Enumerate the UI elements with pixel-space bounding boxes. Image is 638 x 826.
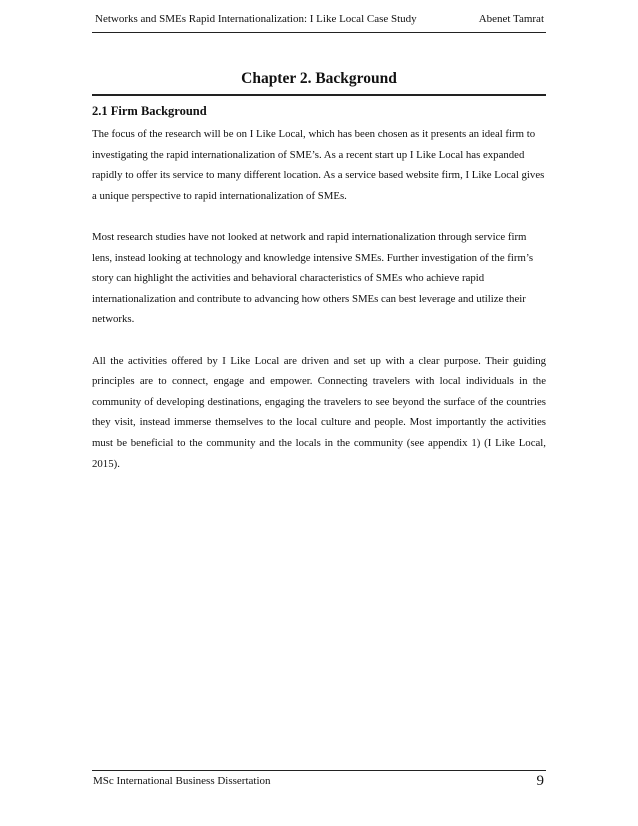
- body-text: [92, 124, 546, 495]
- running-title: Networks and SMEs Rapid Internationalization: I Like Local Case Study: [95, 13, 417, 25]
- chapter-divider: [92, 94, 546, 96]
- footer-text: MSc International Business Dissertation: [93, 775, 271, 787]
- paragraph-research-gap: Most research studies have not looked at network and rapid internationalization through service firm lens, instead looking at technology and knowledge intensive SMEs. Further investigation of the firm’s story can highlight the activities and behavioral characteristics of SMEs who achieve rapid internationalization and contribute to advancing how others SMEs can best leverage and utilize their networks.: [92, 230, 534, 326]
- paragraph-activities: All the activities offered by I Like Local are driven and set up with a clear purpose. Their guiding principles are to connect, engage and empower. Connecting travelers with local individuals in the community of developing destinations, engaging the travelers to see beyond the surface of the countries they visit, instead immerse themselves to the local culture and people. Most importantly the activities must be beneficial to the community and the locals in the community (see appendix 1) (I Like Local, 2015).: [92, 354, 546, 470]
- page-footer: [92, 770, 546, 797]
- chapter-title: Chapter 2. Background: [241, 70, 397, 87]
- section-heading: 2.1 Firm Background: [92, 104, 207, 118]
- page-header: [92, 10, 546, 33]
- paragraph-firm-focus: The focus of the research will be on I Like Local, which has been chosen as it presents an ideal firm to investigating the rapid internationalization of SME’s. As a recent start up I Like Local has expanded rapidly to offer its service to many different location. As a service based website firm, I Like Local gives a unique perspective to rapid internationalization of SMEs.: [92, 128, 545, 202]
- page-number: 9: [536, 773, 544, 789]
- author-name: Abenet Tamrat: [478, 13, 544, 25]
